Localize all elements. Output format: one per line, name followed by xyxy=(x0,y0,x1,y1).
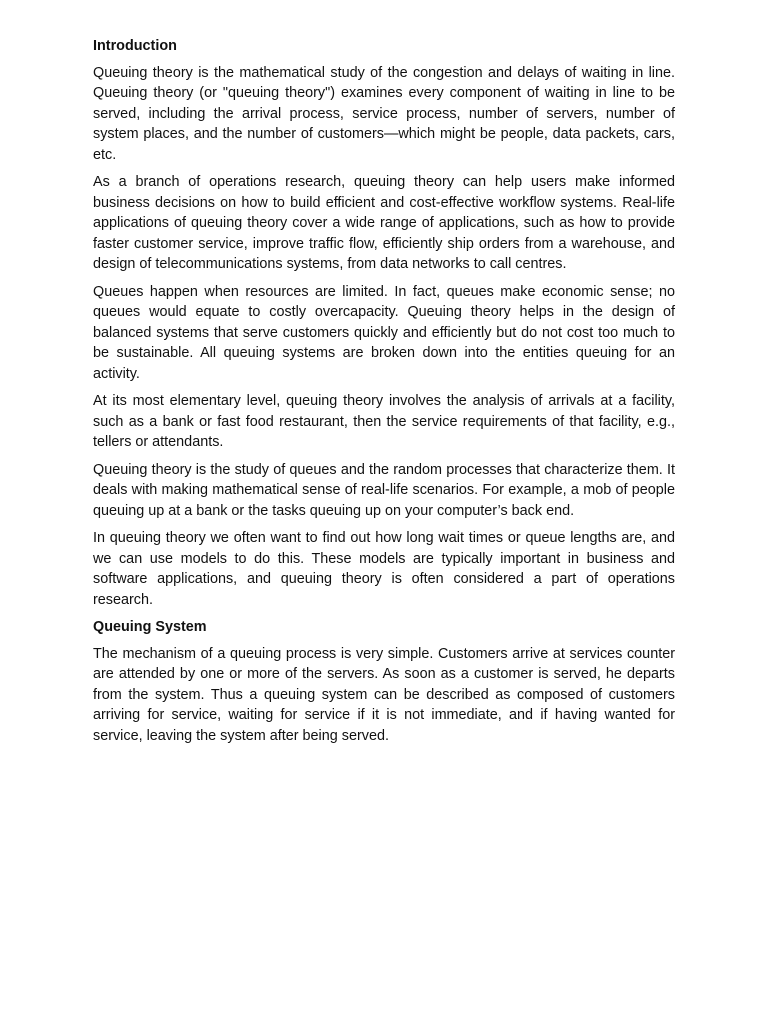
intro-paragraph-1: Queuing theory is the mathematical study of the congestion and delays of waiting in line. Queuing theory (or "queuing theory") examines every component of waiting in line to be served, including the arrival process, service process, number of servers, number of system places, and the number of customers—which might be people, data packets, cars, etc. xyxy=(93,64,675,163)
intro-paragraph-5: Queuing theory is the study of queues and the random processes that characterize them. It deals with making mathematical sense of real-life scenarios. For example, a mob of people queuing up at a bank or the tasks queuing up on your computer’s back end. xyxy=(93,461,675,519)
intro-paragraph-6: In queuing theory we often want to find out how long wait times or queue lengths are, and we can use models to do this. These models are typically important in business and software applications, and queuing theory is often considered a part of operations research. xyxy=(93,530,675,608)
document-page xyxy=(93,36,675,753)
intro-paragraph-3: Queues happen when resources are limited. In fact, queues make economic sense; no queues would equate to costly overcapacity. Queuing theory helps in the design of balanced systems that serve customers quickly and efficiently but do not cost too much to be sustainable. All queuing systems are broken down into the entities queuing for an activity. xyxy=(93,283,675,382)
introduction-heading: Introduction xyxy=(93,38,177,54)
queuing-system-heading: Queuing System xyxy=(93,619,207,635)
intro-paragraph-2: As a branch of operations research, queuing theory can help users make informed business decisions on how to build efficient and cost-effective workflow systems. Real-life applications of queuing theory cover a wide range of applications, such as how to provide faster customer service, improve traffic flow, efficiently ship orders from a warehouse, and design of telecommunications systems, from data networks to call centres. xyxy=(93,174,675,272)
intro-paragraph-4: At its most elementary level, queuing theory involves the analysis of arrivals at a facility, such as a bank or fast food restaurant, then the service requirements of that facility, e.g., tellers or attendants. xyxy=(93,393,675,450)
system-paragraph-1: The mechanism of a queuing process is very simple. Customers arrive at services counter are attended by one or more of the servers. As soon as a customer is served, he departs from the system. Thus a queuing system can be described as composed of customers arriving for service, waiting for service if it is not immediate, and if having wanted for service, leaving the system after being served. xyxy=(93,645,675,744)
